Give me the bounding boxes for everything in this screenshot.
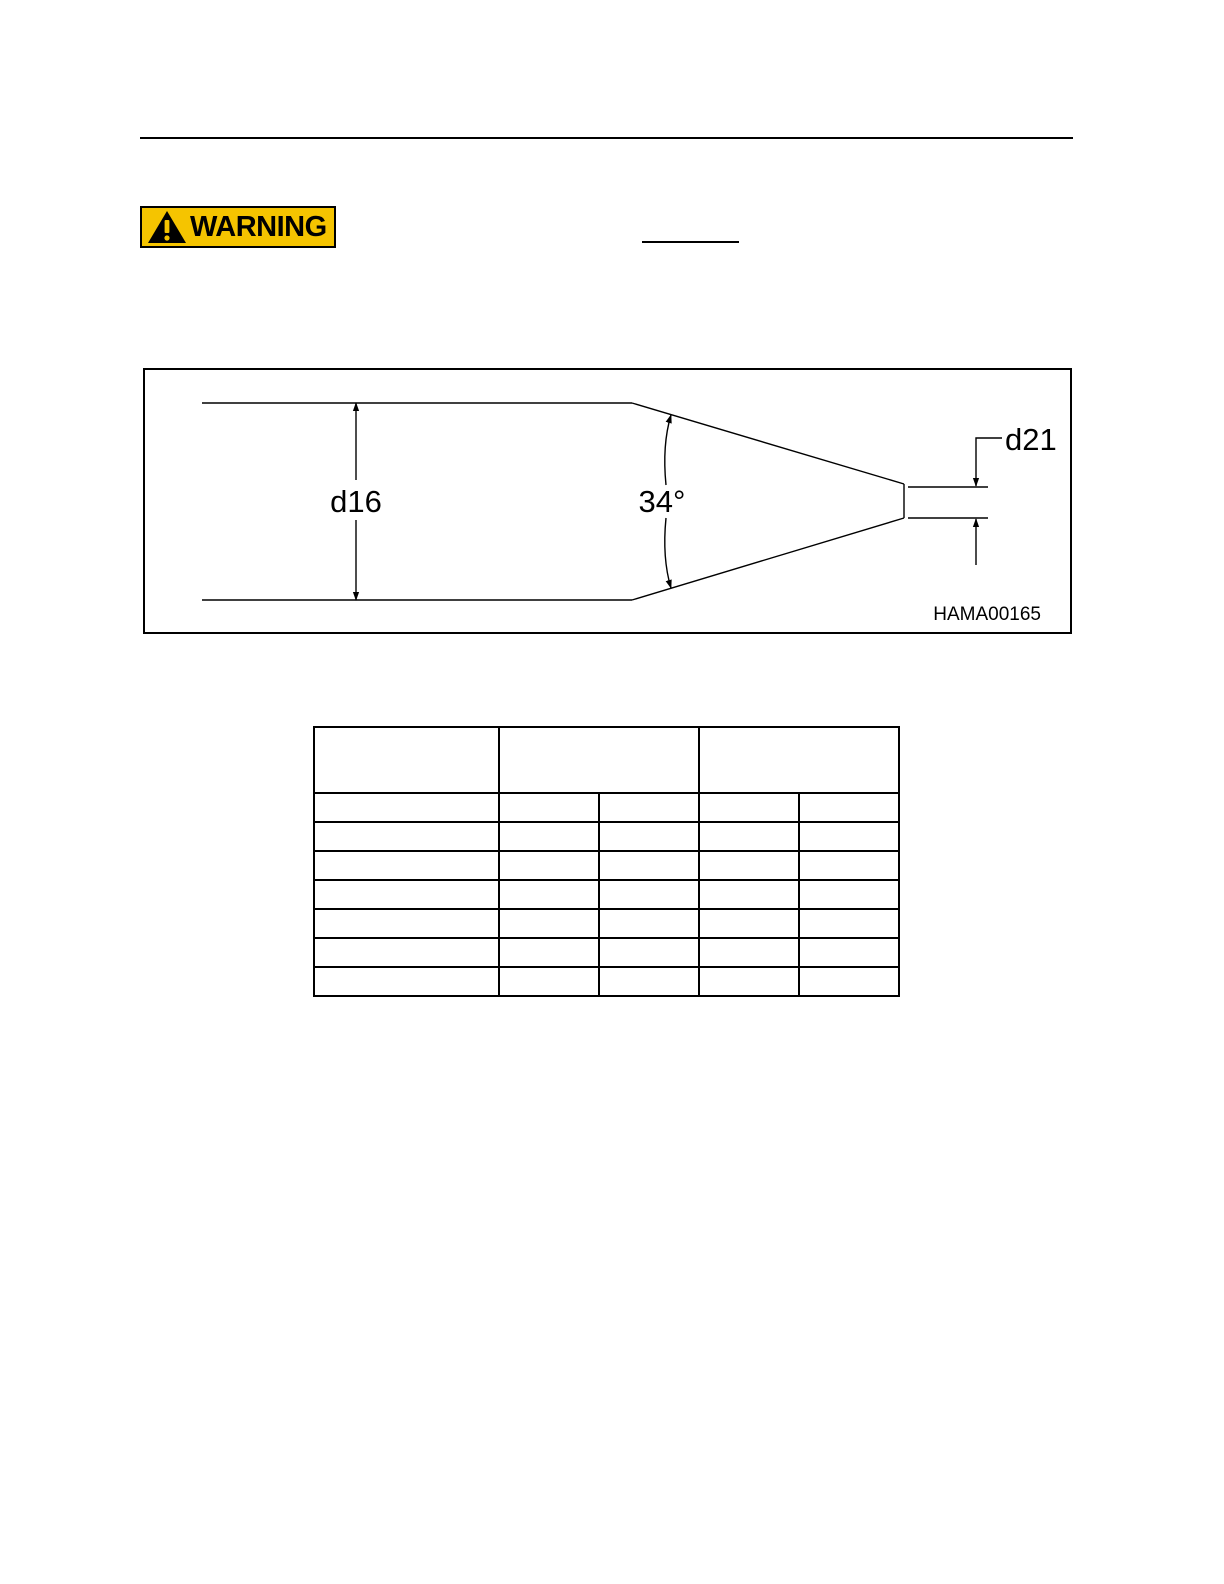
d16-label: d16 bbox=[330, 484, 382, 519]
warning-label: WARNING bbox=[190, 210, 327, 243]
table-cell bbox=[599, 967, 699, 996]
taper-diagram bbox=[145, 370, 1070, 632]
d21-label: d21 bbox=[1005, 422, 1057, 457]
table-cell bbox=[499, 793, 599, 822]
table-cell bbox=[799, 880, 899, 909]
figure-frame bbox=[143, 368, 1072, 634]
table-cell bbox=[314, 909, 499, 938]
table-row bbox=[314, 880, 899, 909]
table-cell bbox=[799, 909, 899, 938]
table-cell bbox=[499, 851, 599, 880]
table-cell bbox=[599, 793, 699, 822]
table-row bbox=[314, 822, 899, 851]
table-cell bbox=[699, 851, 799, 880]
table-header-cell bbox=[314, 727, 499, 793]
table-cell bbox=[314, 967, 499, 996]
table-cell bbox=[699, 822, 799, 851]
section-title-underline bbox=[642, 241, 739, 243]
table-cell bbox=[314, 822, 499, 851]
table-row bbox=[314, 967, 899, 996]
table-cell bbox=[499, 938, 599, 967]
spec-table bbox=[313, 726, 900, 997]
table-cell bbox=[699, 938, 799, 967]
table-cell bbox=[699, 909, 799, 938]
table-cell bbox=[314, 938, 499, 967]
table-cell bbox=[599, 880, 699, 909]
warning-badge bbox=[140, 206, 336, 248]
d21-dimension-line bbox=[908, 438, 1002, 565]
table-cell bbox=[599, 938, 699, 967]
angle-label: 34° bbox=[638, 484, 686, 519]
table-cell bbox=[799, 851, 899, 880]
table-cell bbox=[799, 938, 899, 967]
table-cell bbox=[499, 880, 599, 909]
table-cell bbox=[314, 851, 499, 880]
table-cell bbox=[314, 793, 499, 822]
table-cell bbox=[499, 822, 599, 851]
table-cell bbox=[699, 793, 799, 822]
table-cell bbox=[314, 880, 499, 909]
part-outline bbox=[202, 403, 904, 600]
table-header-cell bbox=[499, 727, 699, 793]
table-cell bbox=[799, 793, 899, 822]
warning-triangle-icon bbox=[147, 210, 187, 244]
table-header-cell bbox=[699, 727, 899, 793]
table-header-row bbox=[314, 727, 899, 793]
table-row bbox=[314, 909, 899, 938]
header-rule bbox=[140, 137, 1073, 139]
table-cell bbox=[499, 909, 599, 938]
table-cell bbox=[599, 909, 699, 938]
table-cell bbox=[799, 967, 899, 996]
table-cell bbox=[799, 822, 899, 851]
table-row bbox=[314, 938, 899, 967]
table-cell bbox=[599, 822, 699, 851]
table-cell bbox=[699, 880, 799, 909]
table-row bbox=[314, 851, 899, 880]
table-row bbox=[314, 793, 899, 822]
table-cell bbox=[599, 851, 699, 880]
figure-id: HAMA00165 bbox=[933, 604, 1041, 625]
table-cell bbox=[699, 967, 799, 996]
table-cell bbox=[499, 967, 599, 996]
